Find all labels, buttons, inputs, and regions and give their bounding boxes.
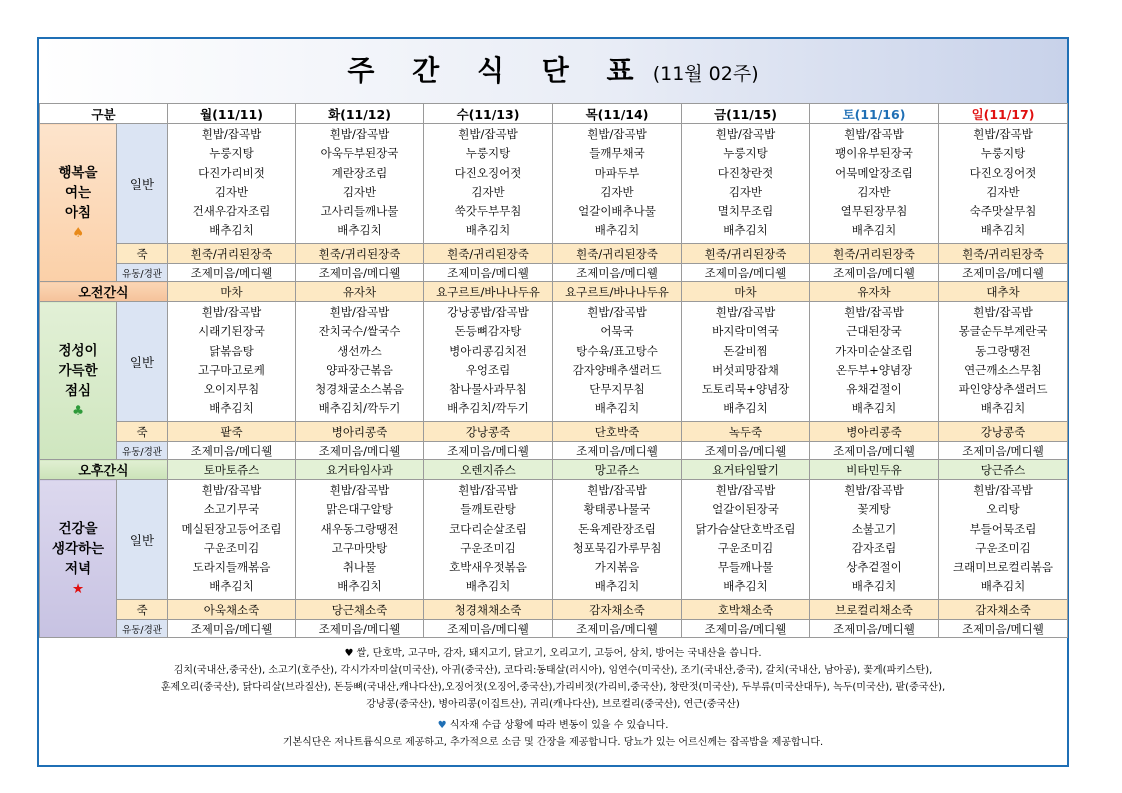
snack-cell: 요구르트/바나나두유 [553,282,682,302]
menu-item: 흰밥/잡곡밥 [587,305,647,319]
dinner-label [40,480,117,638]
menu-item: 흰밥/잡곡밥 [201,483,262,497]
origin-line: 훈제오리(중국산), 닭다리살(브라질산), 돈등뼈(국내산,캐나다산),오징어젓(오징어,중국산),가리비젓(가리비,중국산), 창란젓(미국산), 두부류(미국산대두), 녹두(미국산), 팥(중국산), [160,682,946,693]
day-header: 목(11/14) [553,104,682,124]
menu-item: 감자조림 [851,540,897,555]
menu-cell [553,124,682,244]
menu-item: 배추김치 [465,579,511,594]
menu-item: 소고기무국 [203,502,260,517]
day-header: 월(11/11) [168,104,296,124]
menu-item: 흰밥/잡곡밥 [329,483,390,497]
porridge-cell: 단호박죽 [553,422,682,442]
menu-item: 강낭콩밥/잡곡밥 [447,305,529,319]
menu-item: 탕수육/표고탕수 [576,343,658,358]
dairy-cell: 조제미음/메디웰 [939,442,1068,460]
origin-line: 김치(국내산,중국산), 소고기(호주산), 각시가자미살(미국산), 아귀(중국산), 코다리:동태살(러시아), 임연수(미국산), 조기(국내산,중국), 갈치(국내산, 남아공), 꽃게(파키스탄), [173,665,933,676]
porridge-cell: 강낭콩죽 [424,422,553,442]
menu-item: 어묵메알장조림 [835,165,913,180]
menu-item: 호박새우젓볶음 [449,560,527,575]
breakfast-label-line: 아침 [64,204,92,221]
menu-item: 흰밥/잡곡밥 [329,305,390,319]
porridge-cell: 병아리콩죽 [296,422,424,442]
menu-item: 흰밥/잡곡밥 [587,127,647,141]
lunch-icon: ♣ [71,402,85,419]
breakfast-icon: ♠ [71,224,85,241]
menu-item: 계란장조림 [331,165,388,180]
breakfast-dairy-row [40,264,1068,282]
snack-cell: 토마토쥬스 [168,460,296,480]
porridge-cell: 흰죽/귀리된장죽 [424,244,553,264]
menu-item: 건새우감자조림 [192,204,271,219]
menu-item: 유채겉절이 [846,382,902,397]
menu-cell [682,124,810,244]
menu-cell [810,480,939,600]
menu-item: 버섯피망잡채 [712,362,779,377]
menu-item: 닭볶음탕 [209,343,254,358]
menu-item: 상추겉절이 [846,560,902,575]
porridge-cell: 흰죽/귀리된장죽 [296,244,424,264]
dairy-cell: 조제미음/메디웰 [168,442,296,460]
menu-item: 얼갈이된장국 [712,502,779,517]
porridge-label: 죽 [117,600,168,620]
menu-item: 김자반 [986,184,1020,199]
menu-item: 구운조미김 [975,540,1031,555]
menu-cell [296,480,424,600]
menu-item: 우엉조림 [465,362,511,377]
snack-cell: 마차 [168,282,296,302]
dinner-general-row [40,480,1068,600]
dairy-cell: 조제미음/메디웰 [553,442,682,460]
day-header: 화(11/12) [296,104,424,124]
dairy-cell: 조제미음/메디웰 [810,620,939,638]
heart-icon: ♥ [344,648,354,659]
menu-item: 연근깨소스무침 [964,362,1042,377]
menu-item: 다진오징어젓 [969,165,1037,180]
lunch-label-line: 점심 [64,382,92,399]
menu-item: 온두부+양념장 [835,362,913,377]
menu-item: 다진가리비젓 [198,165,265,180]
title-main: 주 간 식 단 표 [347,54,648,87]
dinner-label-line: 저녁 [64,560,92,577]
dairy-cell: 조제미음/메디웰 [939,264,1068,282]
lunch-dairy-row [40,442,1068,460]
menu-item: 청포묵김가루무침 [572,540,662,555]
snack-cell: 요거타임사과 [296,460,424,480]
menu-item: 배추김치/깍두기 [447,401,529,416]
menu-item: 들깨토란탕 [460,502,516,517]
day-header: 금(11/15) [682,104,810,124]
menu-item: 크래미브로컬리볶음 [953,560,1053,575]
general-label: 일반 [117,302,168,422]
menu-item: 배추김치 [337,579,382,594]
breakfast-label [40,124,117,282]
dairy-cell: 조제미음/메디웰 [296,442,424,460]
dinner-porridge-row [40,600,1068,620]
dairy-cell: 조제미음/메디웰 [810,442,939,460]
menu-table [39,103,1068,638]
menu-item: 김자반 [728,184,763,199]
snack-cell: 요거타임딸기 [682,460,810,480]
page-title [39,39,1067,105]
menu-item: 가지볶음 [594,560,640,575]
dairy-label: 유동/경관 [117,620,168,638]
porridge-cell: 당근채소죽 [296,600,424,620]
menu-item: 도라지들깨볶음 [192,560,271,575]
porridge-cell: 감자채소죽 [939,600,1068,620]
menu-cell [296,302,424,422]
menu-item: 배추김치 [851,579,897,594]
dinner-label-line: 건강을 [58,520,98,537]
menu-item: 배추김치 [980,223,1026,238]
menu-item: 들깨무채국 [589,146,645,161]
menu-cell [553,480,682,600]
dairy-cell: 조제미음/메디웰 [939,620,1068,638]
menu-item: 아욱두부된장국 [320,146,399,161]
menu-item: 병아리콩김치전 [449,343,527,358]
menu-item: 맑은대구알탕 [326,502,393,517]
menu-item: 구운조미김 [203,540,260,555]
menu-item: 돈갈비찜 [723,343,768,358]
dairy-cell: 조제미음/메디웰 [424,442,553,460]
menu-item: 몽글순두부계란국 [958,324,1048,339]
menu-cell [939,124,1068,244]
dairy-cell: 조제미음/메디웰 [553,620,682,638]
menu-item: 양파장근볶음 [326,362,393,377]
pm_snack-label: 오후간식 [40,460,168,480]
menu-item: 배추김치 [723,223,768,238]
menu-item: 흰밥/잡곡밥 [973,483,1033,497]
menu-item: 도토리묵+양념장 [701,382,790,397]
menu-item: 소불고기 [851,521,897,536]
day-header: 토(11/16) [810,104,939,124]
menu-item: 숙주맛살무침 [969,204,1037,219]
menu-item: 바지락미역국 [712,324,779,339]
snack-cell: 유자차 [296,282,424,302]
menu-item: 고구마맛탕 [331,540,388,555]
menu-cell [810,124,939,244]
snack-cell: 망고쥬스 [553,460,682,480]
menu-cell [424,302,553,422]
menu-item: 어묵국 [600,324,634,339]
menu-item: 누룽지탕 [465,146,511,161]
menu-item: 꽃게탕 [857,502,891,517]
menu-cell [939,480,1068,600]
menu-item: 배추김치 [465,223,511,238]
menu-frame [37,37,1069,767]
menu-item: 메실된장고등어조림 [181,521,282,536]
menu-item: 누룽지탕 [980,146,1026,161]
basic-notice: 기본식단은 저나트륨식으로 제공하고, 추가적으로 소금 및 간장을 제공합니다. 당뇨가 있는 어르신께는 잡곡밥을 제공합니다. [282,737,824,748]
porridge-label: 죽 [117,422,168,442]
menu-item: 참나물사과무침 [449,382,527,397]
header-label: 구분 [40,104,168,124]
menu-item: 배추김치 [209,401,254,416]
menu-table-body [40,104,1068,638]
lunch-label [40,302,117,460]
menu-item: 청경채굴소스볶음 [315,382,404,397]
dairy-cell: 조제미음/메디웰 [810,264,939,282]
menu-item: 흰밥/잡곡밥 [458,483,518,497]
snack-cell: 오렌지쥬스 [424,460,553,480]
lunch-porridge-row [40,422,1068,442]
dinner-label-line: 생각하는 [51,540,105,557]
menu-item: 고사리들깨나물 [320,204,399,219]
menu-item: 단무지무침 [589,382,645,397]
day-header: 수(11/13) [424,104,553,124]
porridge-cell: 감자채소죽 [553,600,682,620]
menu-item: 배추김치 [723,401,768,416]
menu-item: 돈육계란장조림 [578,521,656,536]
menu-item: 다진오징어젓 [454,165,522,180]
snack-cell: 마차 [682,282,810,302]
porridge-cell: 아욱채소죽 [168,600,296,620]
dairy-cell: 조제미음/메디웰 [682,264,810,282]
dairy-cell: 조제미음/메디웰 [424,264,553,282]
notes [39,645,1067,751]
breakfast-label-line: 행복을 [58,164,98,181]
menu-cell [810,302,939,422]
menu-item: 배추김치 [337,223,382,238]
am_snack-label: 오전간식 [40,282,168,302]
menu-item: 흰밥/잡곡밥 [201,305,262,319]
day-header: 일(11/17) [939,104,1068,124]
general-label: 일반 [117,480,168,600]
porridge-cell: 흰죽/귀리된장죽 [810,244,939,264]
menu-item: 열무된장무침 [840,204,908,219]
dairy-cell: 조제미음/메디웰 [553,264,682,282]
title-week: (11월 02주) [652,63,759,85]
menu-item: 멸치무조림 [717,204,774,219]
menu-item: 코다리순살조림 [449,521,527,536]
menu-item: 흰밥/잡곡밥 [458,127,518,141]
menu-cell [168,302,296,422]
menu-item: 배추김치 [594,401,640,416]
porridge-cell: 강낭콩죽 [939,422,1068,442]
menu-item: 배추김치 [209,579,254,594]
lunch-general-row [40,302,1068,422]
menu-item: 오이지무침 [203,382,260,397]
menu-item: 누룽지탕 [723,146,768,161]
menu-item: 쑥갓두부무침 [454,204,522,219]
menu-item: 잔치국수/쌀국수 [318,324,401,339]
menu-item: 흰밥/잡곡밥 [201,127,262,141]
dairy-cell: 조제미음/메디웰 [296,620,424,638]
menu-item: 흰밥/잡곡밥 [973,127,1033,141]
menu-item: 구운조미김 [717,540,774,555]
menu-item: 파인양상추샐러드 [958,382,1048,397]
porridge-cell: 병아리콩죽 [810,422,939,442]
menu-item: 무들깨나물 [717,560,774,575]
porridge-cell: 브로컬리채소죽 [810,600,939,620]
menu-item: 배추김치 [594,223,640,238]
dairy-cell: 조제미음/메디웰 [168,264,296,282]
menu-item: 고구마고로케 [198,362,265,377]
menu-item: 배추김치 [594,579,640,594]
general-label: 일반 [117,124,168,244]
porridge-cell: 녹두죽 [682,422,810,442]
menu-item: 오리탕 [986,502,1020,517]
origin-line: 강낭콩(중국산), 병아리콩(이집트산), 귀리(캐나다산), 브로컬리(중국산), 연근(중국산) [366,699,740,710]
porridge-cell: 흰죽/귀리된장죽 [939,244,1068,264]
menu-item: 흰밥/잡곡밥 [844,305,904,319]
menu-item: 팽이유부된장국 [835,146,913,161]
menu-item: 근대된장국 [846,324,902,339]
menu-item: 흰밥/잡곡밥 [844,127,904,141]
menu-item: 배추김치/깍두기 [318,401,401,416]
dairy-cell: 조제미음/메디웰 [682,442,810,460]
menu-item: 구운조미김 [460,540,516,555]
heart-icon: ♥ [437,720,447,731]
menu-cell [424,124,553,244]
breakfast-general-row [40,124,1068,244]
menu-cell [682,480,810,600]
menu-item: 누룽지탕 [209,146,254,161]
menu-item: 동그랑땡전 [975,343,1031,358]
menu-item: 흰밥/잡곡밥 [715,127,776,141]
am_snack-row [40,282,1068,302]
dairy-label: 유동/경관 [117,264,168,282]
dairy-cell: 조제미음/메디웰 [168,620,296,638]
menu-item: 가자미순살조림 [835,343,913,358]
lunch-label-line: 가득한 [58,362,98,379]
menu-cell [939,302,1068,422]
menu-item: 새우동그랑땡전 [320,521,399,536]
dairy-cell: 조제미음/메디웰 [424,620,553,638]
dinner-dairy-row [40,620,1068,638]
origin-heading: ♥ 쌀, 단호박, 고구마, 감자, 돼지고기, 닭고기, 오리고기, 고등어, 삼치, 방어는 국내산을 씁니다. [344,648,762,659]
porridge-cell: 흰죽/귀리된장죽 [682,244,810,264]
menu-item: 김자반 [600,184,634,199]
snack-cell: 대추차 [939,282,1068,302]
menu-item: 부들어묵조림 [969,521,1037,536]
porridge-cell: 흰죽/귀리된장죽 [168,244,296,264]
menu-item: 시래기된장국 [198,324,265,339]
menu-item: 배추김치 [209,223,254,238]
dinner-icon: ★ [71,580,85,597]
menu-cell [424,480,553,600]
dairy-cell: 조제미음/메디웰 [296,264,424,282]
menu-item: 황태콩나물국 [583,502,651,517]
menu-item: 김자반 [857,184,891,199]
header-row [40,104,1068,124]
menu-item: 얼갈이배추나물 [578,204,656,219]
lunch-label-line: 정성이 [58,342,98,359]
change-notice: ♥ 식자재 수급 상황에 따라 변동이 있을 수 있습니다. [437,720,669,731]
menu-item: 배추김치 [723,579,768,594]
menu-item: 배추김치 [851,223,897,238]
menu-item: 배추김치 [980,579,1026,594]
menu-item: 배추김치 [851,401,897,416]
menu-item: 흰밥/잡곡밥 [587,483,647,497]
menu-item: 다진창란젓 [717,165,774,180]
menu-item: 김자반 [471,184,505,199]
menu-item: 생선까스 [337,343,382,358]
menu-item: 흰밥/잡곡밥 [715,483,776,497]
menu-cell [682,302,810,422]
breakfast-porridge-row [40,244,1068,264]
snack-cell: 유자차 [810,282,939,302]
breakfast-label-line: 여는 [64,184,92,201]
menu-item: 흰밥/잡곡밥 [329,127,390,141]
porridge-cell: 팥죽 [168,422,296,442]
menu-cell [296,124,424,244]
menu-item: 취나물 [342,560,377,575]
snack-cell: 비타민두유 [810,460,939,480]
porridge-cell: 청경채채소죽 [424,600,553,620]
porridge-label: 죽 [117,244,168,264]
menu-item: 마파두부 [594,165,640,180]
menu-item: 흰밥/잡곡밥 [973,305,1033,319]
dairy-label: 유동/경관 [117,442,168,460]
menu-item: 김자반 [342,184,377,199]
menu-item: 김자반 [214,184,249,199]
menu-item: 닭가슴살단호박조림 [695,521,796,536]
menu-cell [168,480,296,600]
porridge-cell: 호박채소죽 [682,600,810,620]
menu-item: 흰밥/잡곡밥 [844,483,904,497]
menu-cell [553,302,682,422]
menu-item: 돈등뼈감자탕 [454,324,522,339]
dairy-cell: 조제미음/메디웰 [682,620,810,638]
menu-item: 감자양배추샐러드 [572,362,662,377]
porridge-cell: 흰죽/귀리된장죽 [553,244,682,264]
menu-cell [168,124,296,244]
snack-cell: 당근쥬스 [939,460,1068,480]
pm_snack-row [40,460,1068,480]
menu-item: 배추김치 [980,401,1026,416]
menu-item: 흰밥/잡곡밥 [715,305,776,319]
snack-cell: 요구르트/바나나두유 [424,282,553,302]
